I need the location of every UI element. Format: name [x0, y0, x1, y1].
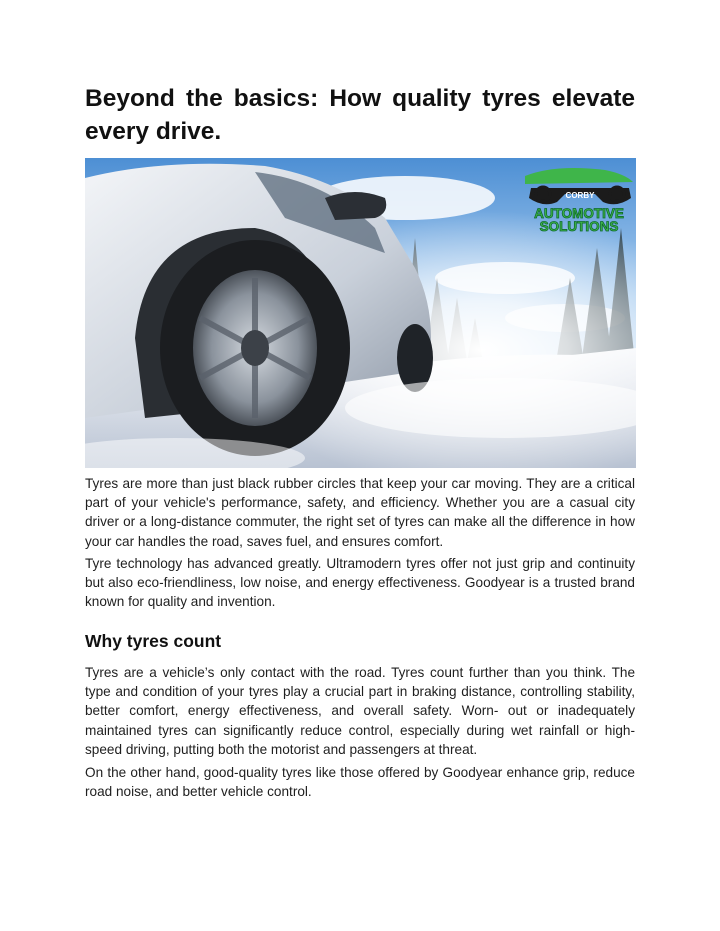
logo-line1: CORBY: [565, 191, 595, 200]
section-paragraph-2: On the other hand, good-quality tyres like those offered by Goodyear enhance grip, reduce road noise, and better vehicle control.: [85, 765, 635, 800]
hero-image: [85, 158, 636, 468]
intro-paragraph-1: Tyres are more than just black rubber circles that keep your car moving. They are a critical part of your vehicle's performance, safety, and efficiency. Whether you are a casual city driver or a long-distance commuter, the right set of tyres can make all the difference in how your car handles the road, saves fuel, and ensures comfort.: [85, 476, 635, 549]
intro-paragraph-2: Tyre technology has advanced greatly. Ultramodern tyres offer not just grip and continuity but also eco-friendliness, low noise, and energy effectiveness. Goodyear is a trusted brand known for quality and invention.: [85, 556, 635, 610]
section-heading: Why tyres count: [85, 631, 222, 651]
logo-line2: AUTOMOTIVE: [534, 206, 624, 221]
logo-line3: SOLUTIONS: [539, 219, 619, 234]
car-on-snowy-road-illustration: [85, 158, 636, 468]
article-title: Beyond the basics: How quality tyres elevate every drive.: [85, 85, 635, 145]
section-paragraph-1: Tyres are a vehicle’s only contact with the road. Tyres count further than you think. The type and condition of your tyres play a crucial part in braking distance, controlling stability, better comfort, energy effectiveness, and overall safety. Worn- out or inadequately maintained tyres can significantly reduce control, especially during wet rainfall or high- speed driving, putting both the motorist and passengers at threat.: [85, 665, 635, 757]
